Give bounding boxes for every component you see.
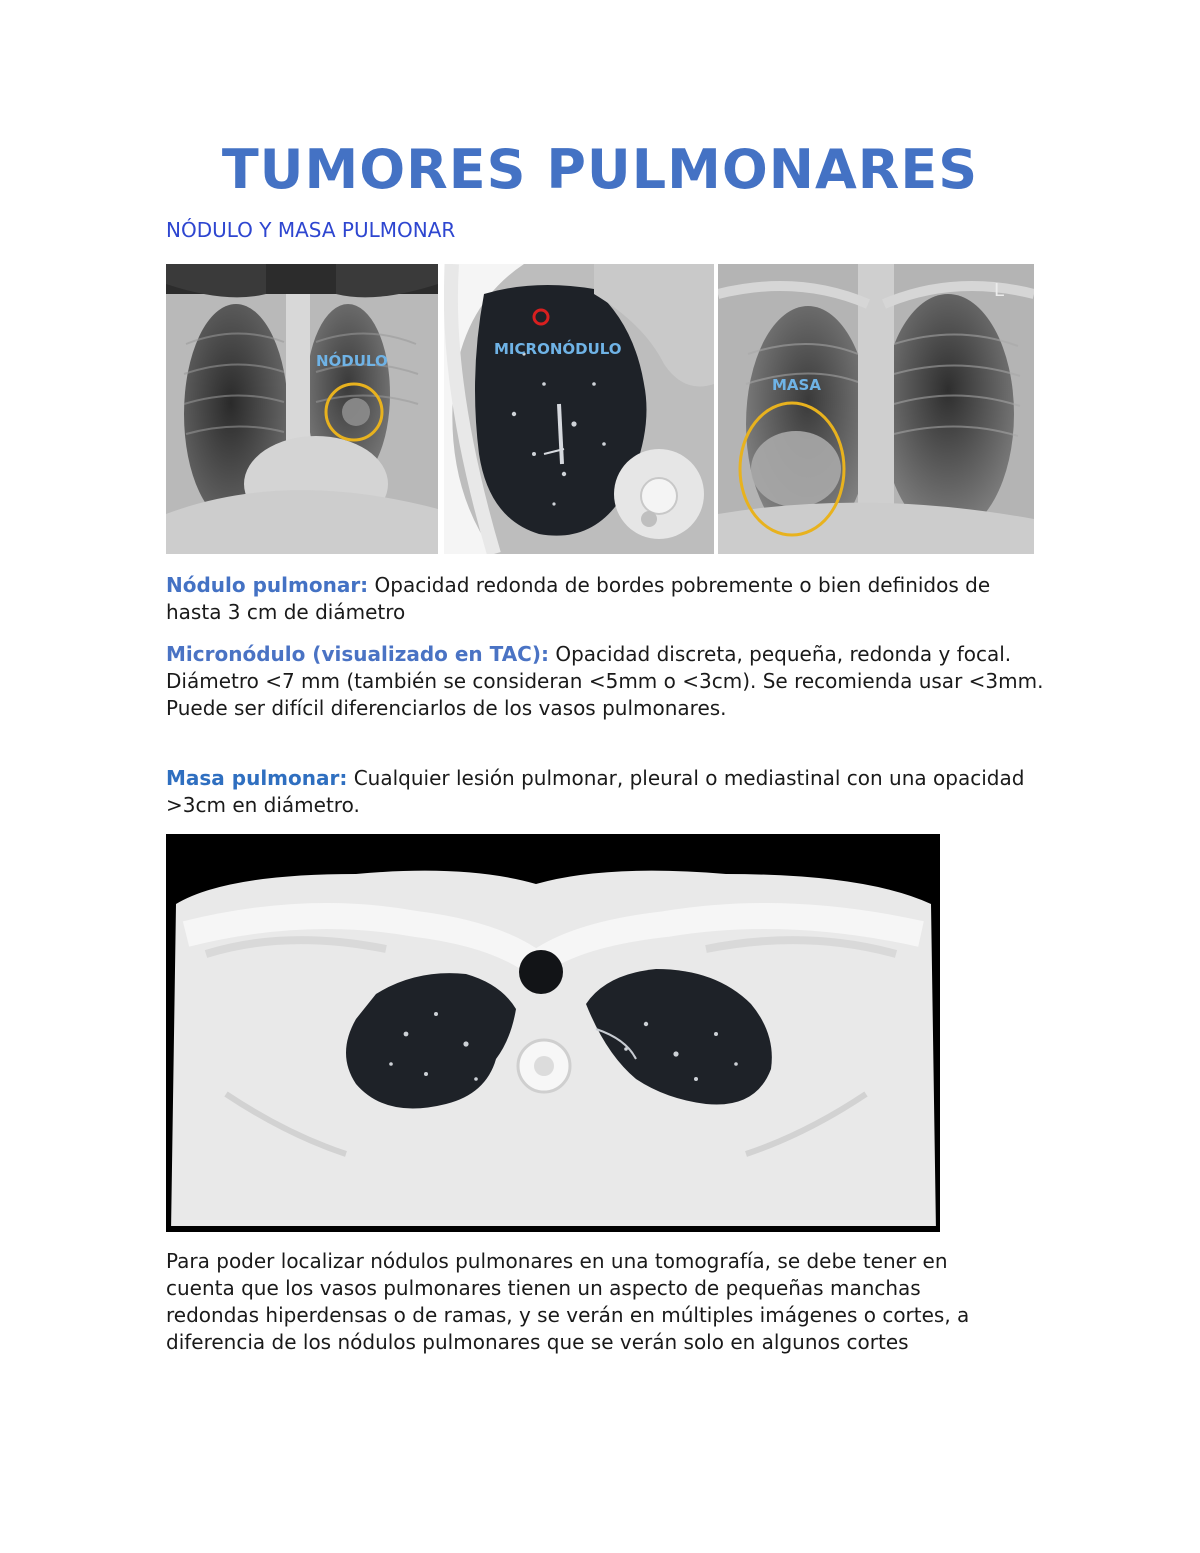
mass-label: MASA: [772, 376, 821, 394]
xray-nodule-image: [166, 264, 438, 554]
closing-paragraph: Para poder localizar nódulos pulmonares en una tomografía, se debe tener en cuenta que los vasos pulmonares tienen un aspecto de pequeñas manchas redondas hiperdensas o de ramas, y se verán en múltiples imágenes o cortes, a diferencia de los nódulos pulmonares que se verán solo en algunos cortes: [166, 1249, 970, 1354]
xray-mass-image: [718, 264, 1034, 554]
definition-text: Opacidad discreta, pequeña, redonda y focal. Diámetro <7 mm (también se consideran <5mm o <3cm). Se recomienda usar <3mm. Puede ser difícil diferenciarlos de los vasos pulmonares.: [166, 642, 1044, 720]
nodule-label: NÓDULO: [316, 352, 388, 370]
micronodule-label: MICRONÓDULO: [494, 340, 622, 358]
definition-micronodulo: [166, 641, 1046, 722]
definition-term: Masa pulmonar:: [166, 766, 348, 790]
ct-micronodule-image: [444, 264, 714, 554]
definition-masa: [166, 765, 1046, 819]
ct-axial-image: [166, 834, 940, 1232]
definition-nodulo: [166, 572, 1046, 626]
definition-text: Opacidad redonda de bordes pobremente o bien definidos de hasta 3 cm de diámetro: [166, 573, 991, 624]
image-row: [166, 264, 1034, 554]
laterality-marker: L: [994, 280, 1005, 301]
definition-text: Cualquier lesión pulmonar, pleural o mediastinal con una opacidad >3cm en diámetro.: [166, 766, 1025, 817]
definition-term: Nódulo pulmonar:: [166, 573, 369, 597]
section-subtitle: NÓDULO Y MASA PULMONAR: [166, 218, 456, 242]
definition-term: Micronódulo (visualizado en TAC):: [166, 642, 549, 666]
page-title: TUMORES PULMONARES: [221, 138, 979, 201]
